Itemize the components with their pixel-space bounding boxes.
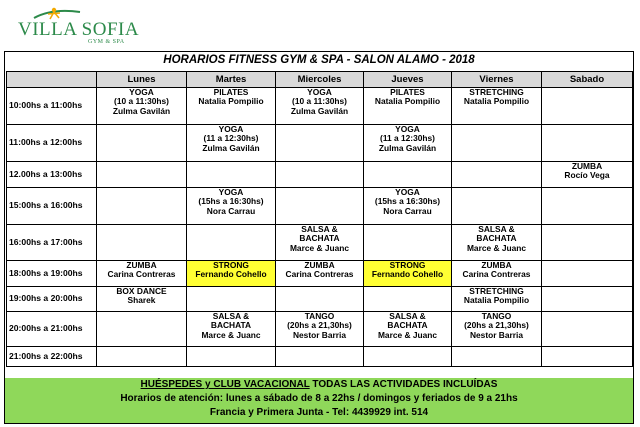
class-yoga: YOGA (15hs a 16:30hs) Nora Carrau <box>374 187 441 216</box>
class-zumba: ZUMBA Carina Contreras <box>107 260 176 280</box>
empty-cell <box>364 347 452 367</box>
empty-cell <box>542 347 633 367</box>
time-cell: 20:00hs a 21:00hs <box>7 312 97 347</box>
class-cell <box>97 287 187 312</box>
empty-cell <box>97 125 187 162</box>
table-row <box>7 88 633 125</box>
day-header-lunes: Lunes <box>97 72 187 88</box>
schedule-title: HORARIOS FITNESS GYM & SPA - SALON ALAMO - 2018 <box>163 54 475 66</box>
empty-cell <box>97 347 187 367</box>
class-cell <box>276 88 364 125</box>
time-cell: 15:00hs a 16:00hs <box>7 188 97 225</box>
empty-cell <box>97 162 187 188</box>
time-cell: 16:00hs a 17:00hs <box>7 225 97 261</box>
empty-cell <box>97 225 187 261</box>
empty-cell <box>452 347 542 367</box>
empty-cell <box>276 125 364 162</box>
table-row <box>7 312 633 347</box>
class-cell <box>97 261 187 287</box>
class-yoga: YOGA (11 a 12:30hs) Zulma Gavilán <box>378 124 437 153</box>
day-header-viernes: Viernes <box>452 72 542 88</box>
class-cell <box>276 312 364 347</box>
time-cell: 19:00hs a 20:00hs <box>7 287 97 312</box>
class-cell-highlighted <box>187 261 276 287</box>
empty-cell <box>452 188 542 225</box>
class-stretching: STRETCHING Natalia Pompilio <box>463 286 530 306</box>
class-cell-highlighted <box>364 261 452 287</box>
class-yoga: YOGA (10 a 11:30hs) Zulma Gavilán <box>112 87 171 116</box>
class-cell <box>276 225 364 261</box>
class-cell <box>452 88 542 125</box>
class-salsa-bachata: SALSA & BACHATA Marce & Juanc <box>466 224 527 253</box>
empty-cell <box>97 312 187 347</box>
schedule-table <box>6 71 633 367</box>
time-cell: 21:00hs a 22:00hs <box>7 347 97 367</box>
class-pilates: PILATES Natalia Pompilio <box>198 87 264 107</box>
class-cell <box>364 312 452 347</box>
activities-included-text: TODAS LAS ACTIVIDADES INCLUÍDAS <box>309 379 498 390</box>
class-cell <box>187 88 276 125</box>
empty-cell <box>97 188 187 225</box>
class-tango: TANGO (20hs a 21,30hs) Nestor Barria <box>287 311 352 340</box>
table-row <box>7 162 633 188</box>
empty-cell <box>452 125 542 162</box>
table-row <box>7 347 633 367</box>
time-cell: 12.00hs a 13:00hs <box>7 162 97 188</box>
class-tango: TANGO (20hs a 21,30hs) Nestor Barria <box>464 311 529 340</box>
table-row <box>7 225 633 261</box>
class-zumba: ZUMBA Carina Contreras <box>462 260 531 280</box>
empty-cell <box>542 88 633 125</box>
empty-cell <box>276 188 364 225</box>
class-yoga: YOGA (15hs a 16:30hs) Nora Carrau <box>198 187 264 216</box>
empty-cell <box>364 287 452 312</box>
empty-cell <box>452 162 542 188</box>
empty-cell <box>276 347 364 367</box>
time-cell: 18:00hs a 19:00hs <box>7 261 97 287</box>
logo-sub-text: GYM & SPA <box>88 39 125 45</box>
empty-cell <box>187 287 276 312</box>
table-row <box>7 125 633 162</box>
footer-line-1 <box>5 378 633 392</box>
class-zumba: ZUMBA Carina Contreras <box>285 260 354 280</box>
class-cell <box>97 88 187 125</box>
class-cell <box>276 261 364 287</box>
class-cell <box>452 261 542 287</box>
empty-cell <box>276 162 364 188</box>
class-cell <box>364 125 452 162</box>
day-header-martes: Martes <box>187 72 276 88</box>
empty-cell <box>542 225 633 261</box>
table-row <box>7 261 633 287</box>
class-stretching: STRETCHING Natalia Pompilio <box>463 87 530 107</box>
class-salsa-bachata: SALSA & BACHATA Marce & Juanc <box>289 224 350 253</box>
empty-cell <box>542 312 633 347</box>
opening-hours-text: Horarios de atención: lunes a sábado de 8 a 22hs / domingos y feriados de 9 a 21hs <box>120 393 518 404</box>
class-salsa-bachata: SALSA & BACHATA Marce & Juanc <box>377 311 438 340</box>
address-phone-text: Francia y Primera Junta - Tel: 4439929 int. 514 <box>209 407 429 418</box>
logo-brand-text: VILLA SOFIA <box>18 19 140 40</box>
class-cell <box>452 312 542 347</box>
class-yoga: YOGA (10 a 11:30hs) Zulma Gavilán <box>290 87 349 116</box>
empty-cell <box>187 162 276 188</box>
empty-cell <box>364 225 452 261</box>
class-cell <box>542 162 633 188</box>
day-header-jueves: Jueves <box>364 72 452 88</box>
table-row <box>7 188 633 225</box>
class-cell <box>364 188 452 225</box>
class-box-dance: BOX DANCE Sharek <box>116 286 167 306</box>
empty-cell <box>542 287 633 312</box>
class-cell <box>187 312 276 347</box>
day-header-sabado: Sabado <box>542 72 633 88</box>
table-row <box>7 287 633 312</box>
class-zumba: ZUMBA Rocío Vega <box>564 161 610 181</box>
empty-cell <box>542 261 633 287</box>
corner-cell <box>7 72 97 88</box>
class-pilates: PILATES Natalia Pompilio <box>374 87 441 107</box>
day-header-miercoles: Miercoles <box>276 72 364 88</box>
empty-cell <box>276 287 364 312</box>
header-row <box>7 72 633 88</box>
time-cell: 11:00hs a 12:00hs <box>7 125 97 162</box>
class-cell <box>364 88 452 125</box>
class-cell <box>452 225 542 261</box>
class-cell <box>452 287 542 312</box>
time-cell: 10:00hs a 11:00hs <box>7 88 97 125</box>
empty-cell <box>542 188 633 225</box>
villa-sofia-logo <box>10 6 140 46</box>
footer-info <box>5 378 633 423</box>
guests-club-label: HUÉSPEDES y CLUB VACACIONAL <box>140 379 310 390</box>
class-salsa-bachata: SALSA & BACHATA Marce & Juanc <box>201 311 261 340</box>
empty-cell <box>187 225 276 261</box>
class-strong: STRONG Fernando Cohello <box>371 260 444 280</box>
empty-cell <box>364 162 452 188</box>
empty-cell <box>187 347 276 367</box>
class-yoga: YOGA (11 a 12:30hs) Zulma Gavilán <box>202 124 260 153</box>
class-cell <box>187 125 276 162</box>
class-cell <box>187 188 276 225</box>
class-strong: STRONG Fernando Cohello <box>195 260 267 280</box>
empty-cell <box>542 125 633 162</box>
